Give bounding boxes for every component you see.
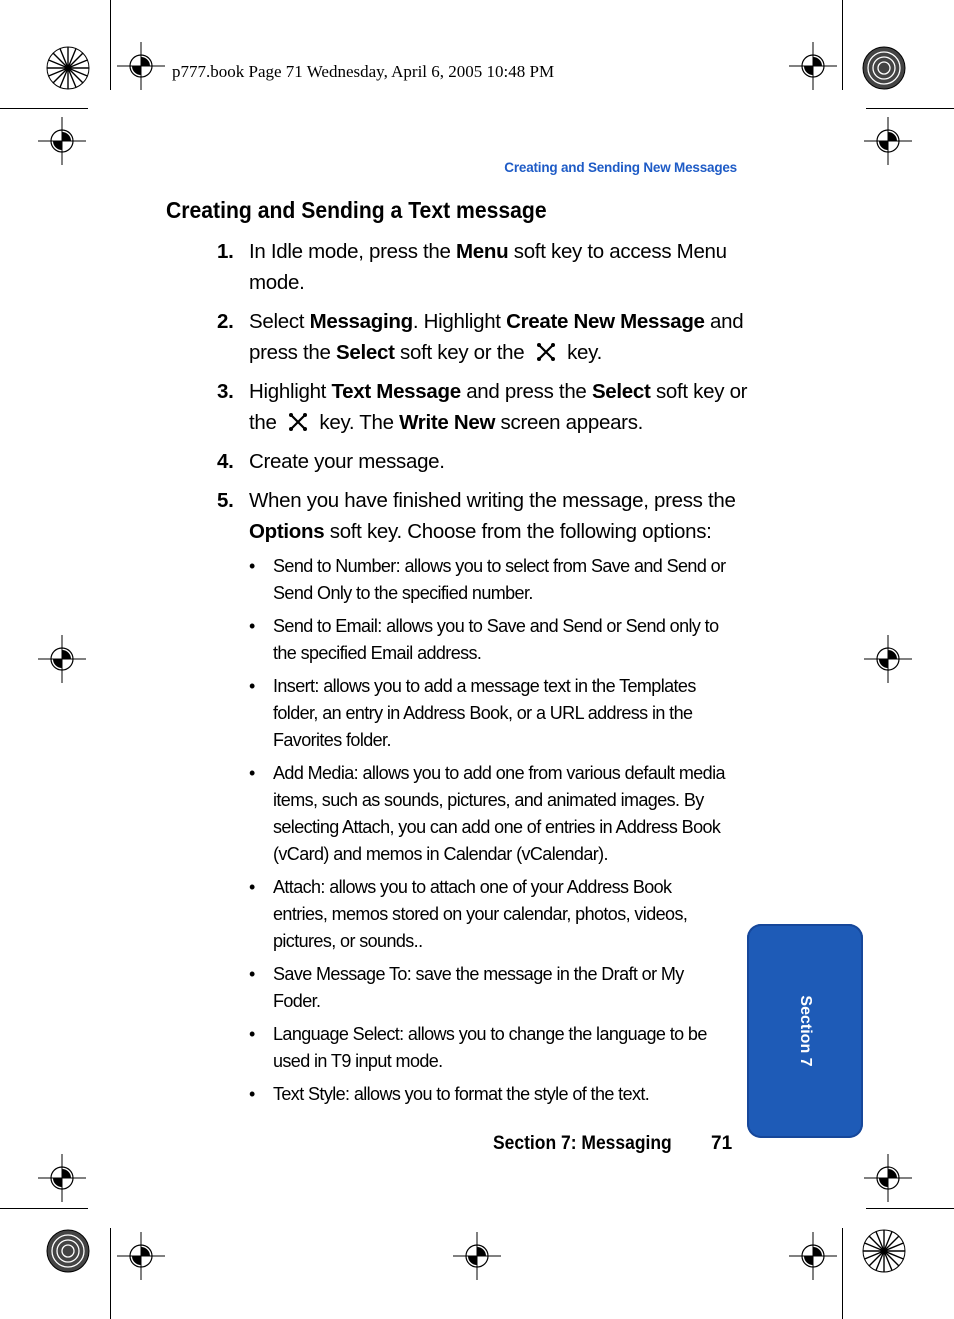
section-tab-label: Section 7	[797, 995, 814, 1067]
registration-mark-icon	[38, 1154, 86, 1202]
registration-mark-icon	[38, 635, 86, 683]
list-item: • Send to Email: allows you to Save and Send or Send only to the specified Email address.	[249, 613, 729, 667]
step-3: 3. Highlight Text Message and press the Select soft key or the key. The Write New screen appears.	[217, 376, 762, 438]
list-item: • Add Media: allows you to add one from various default media items, such as sounds, pictures, and animated images. By selecting Attach, you can add one of entries in Address Book (vCard) and memos in Calendar (vCalendar).	[249, 760, 729, 868]
step-1: 1. In Idle mode, press the Menu soft key to access Menu mode.	[217, 236, 762, 298]
section-tab	[747, 924, 863, 1138]
starburst-mark-icon	[46, 1229, 90, 1273]
list-item: • Save Message To: save the message in the Draft or My Foder.	[249, 961, 729, 1015]
select-key-icon	[536, 342, 556, 362]
list-item: • Attach: allows you to attach one of your Address Book entries, memos stored on your calendar, photos, videos, pictures, or sounds..	[249, 874, 729, 955]
registration-mark-icon	[864, 117, 912, 165]
page-title: Creating and Sending a Text message	[166, 197, 547, 223]
step-4: 4. Create your message.	[217, 446, 762, 477]
list-item: • Language Select: allows you to change the language to be used in T9 input mode.	[249, 1021, 729, 1075]
registration-mark-icon	[789, 42, 837, 90]
list-item: • Send to Number: allows you to select from Save and Send or Send Only to the specified number.	[249, 553, 729, 607]
page-number: 71	[711, 1133, 733, 1154]
step-5: 5. When you have finished writing the message, press the Options soft key. Choose from the following options: • Send to Number: allows you to select from Save and Send or Send Only to the specified number. • Send to Email: allows you to Save and Send or Send only to the specified Email address. • Insert: allows you to add a message text in the Templates folder, an entry in Address Book, or a URL address in the Favorites folder. • Add Media: allows you to add one from various default media items, such as sounds, pictures, and animated images. By selecting Attach, you can add one of entries in Address Book (vCard) and memos in Calendar (vCalendar). • Attach: allows you to attach one of your Address Book entries, memos stored on your calendar, photos, videos, pictures, or sounds.. • Save Message To: save the message in the Draft or My Foder. • Language Select: allows you to change the language to be used in T9 input mode. • Text Style: allows you to format the style of the text.	[217, 485, 762, 1108]
registration-mark-icon	[789, 1232, 837, 1280]
step-number: 2.	[217, 310, 234, 333]
list-item: • Insert: allows you to add a message text in the Templates folder, an entry in Address Book, or a URL address in the Favorites folder.	[249, 673, 729, 754]
step-number: 3.	[217, 380, 234, 403]
starburst-mark-icon	[46, 46, 90, 90]
step-number: 4.	[217, 450, 234, 473]
list-item: • Text Style: allows you to format the style of the text.	[249, 1081, 729, 1108]
print-header: p777.book Page 71 Wednesday, April 6, 2005 10:48 PM	[172, 62, 555, 81]
step-number: 1.	[217, 240, 234, 263]
registration-mark-icon	[453, 1232, 501, 1280]
footer-section-title: Section 7: Messaging	[493, 1133, 672, 1154]
step-number: 5.	[217, 489, 234, 512]
starburst-mark-icon	[862, 1229, 906, 1273]
registration-mark-icon	[38, 117, 86, 165]
registration-mark-icon	[117, 1232, 165, 1280]
registration-mark-icon	[864, 635, 912, 683]
select-key-icon	[288, 412, 308, 432]
registration-mark-icon	[864, 1154, 912, 1202]
options-list	[249, 553, 729, 1108]
step-2: 2. Select Messaging. Highlight Create New Message and press the Select soft key or the key.	[217, 306, 762, 368]
running-head: Creating and Sending New Messages	[504, 160, 737, 175]
registration-mark-icon	[117, 42, 165, 90]
starburst-mark-icon	[862, 46, 906, 90]
steps-list	[217, 236, 762, 1116]
